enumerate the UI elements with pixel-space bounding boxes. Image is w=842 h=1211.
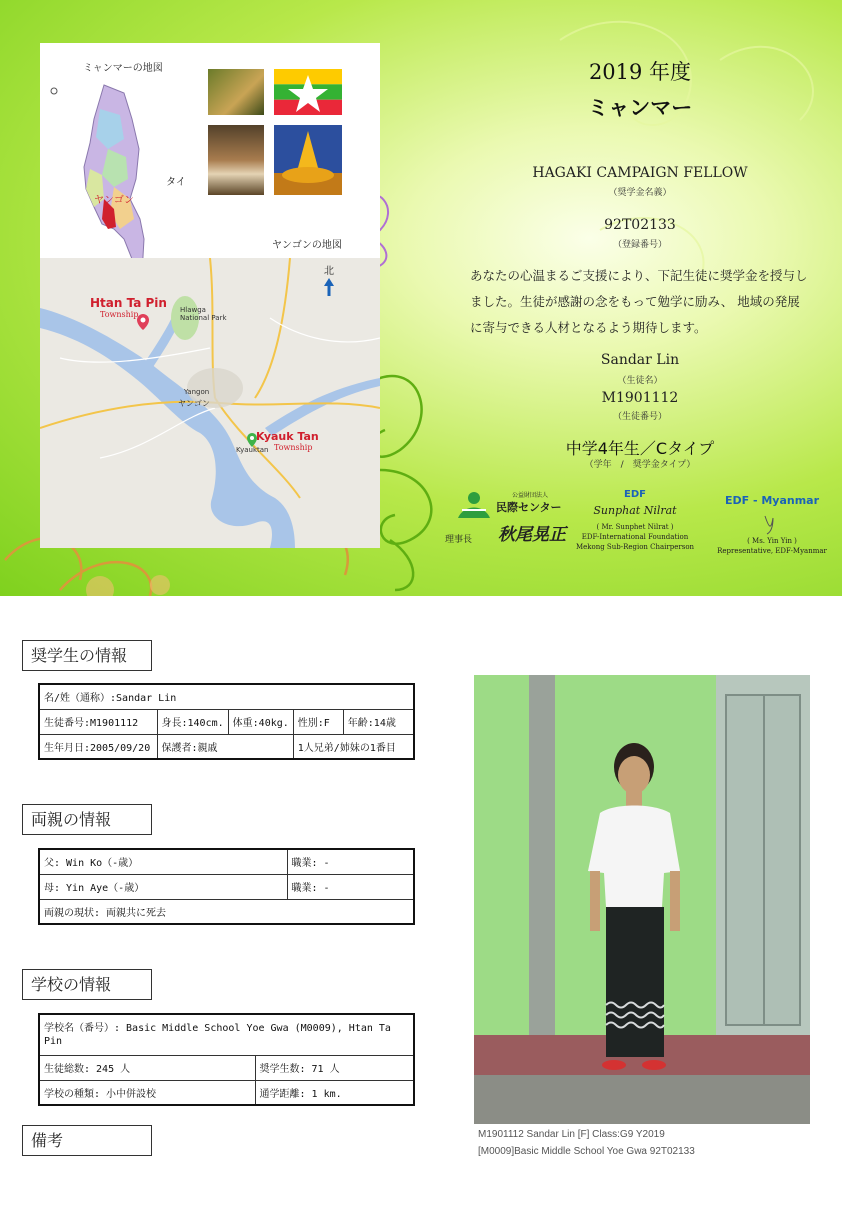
weight-cell: 体重:40kg. bbox=[228, 709, 293, 734]
table-row bbox=[39, 684, 414, 709]
kyauktan-small-label: Kyauktan bbox=[236, 446, 269, 454]
table-row bbox=[39, 1055, 414, 1080]
scholars-cell: 奨学生数: 71 人 bbox=[255, 1055, 414, 1080]
org1-signer: 秋尾晃正 bbox=[498, 525, 566, 545]
country-title: ミャンマー bbox=[587, 96, 693, 120]
signature-org3 bbox=[712, 496, 832, 556]
org3-line2: Representative, EDF-Myanmar bbox=[717, 547, 827, 555]
student-name-sub: （生徒名） bbox=[617, 376, 663, 386]
registration-number: 92T02133 bbox=[604, 217, 676, 233]
school-type-cell: 学校の種類: 小中併設校 bbox=[39, 1080, 255, 1105]
yangon-map-label: ヤンゴンの地図 bbox=[272, 240, 342, 251]
photo-caption-line2: [M0009]Basic Middle School Yoe Gwa 92T02133 bbox=[478, 1146, 695, 1157]
market-photo bbox=[208, 69, 264, 115]
photo-caption-line1: M1901112 Sandar Lin [F] Class:G9 Y2019 bbox=[478, 1129, 665, 1140]
father-cell: 父: Win Ko（-歳） bbox=[39, 849, 287, 874]
registration-sub: （登録番号） bbox=[612, 240, 667, 250]
org2-line2: EDF-International Foundation bbox=[581, 533, 689, 541]
campaign-sub: （奨学金名義） bbox=[608, 188, 672, 198]
map-card bbox=[40, 43, 380, 548]
sex-cell: 性別:F bbox=[293, 709, 343, 734]
myanmar-flag-icon bbox=[274, 69, 342, 115]
yangon-label: ヤンゴン bbox=[94, 195, 134, 206]
student-info-title: 奨学生の情報 bbox=[22, 640, 152, 671]
org1-small: 公益財団法人 bbox=[512, 492, 549, 499]
org2-line3: Mekong Sub-Region Chairperson bbox=[575, 543, 695, 551]
htan-ta-pin-label: Htan Ta Pin bbox=[90, 296, 167, 310]
parent-info-title: 両親の情報 bbox=[22, 804, 152, 835]
kyauk-tan-label: Kyauk Tan bbox=[256, 430, 319, 443]
student-name-cell: 名/姓（通称）:Sandar Lin bbox=[39, 684, 414, 709]
grade-type-sub: （学年 / 奨学金タイプ） bbox=[584, 460, 696, 470]
school-info-table bbox=[38, 1013, 415, 1106]
table-row bbox=[39, 849, 414, 874]
birthday-cell: 生年月日:2005/09/20 bbox=[39, 734, 157, 759]
student-number: M1901112 bbox=[601, 390, 679, 406]
table-row bbox=[39, 1014, 414, 1055]
total-students-cell: 生徒総数: 245 人 bbox=[39, 1055, 255, 1080]
certificate-banner bbox=[0, 0, 842, 596]
height-cell: 身長:140cm. bbox=[157, 709, 228, 734]
student-number-cell: 生徒番号:M1901112 bbox=[39, 709, 157, 734]
org3-line1: ( Ms. Yin Yin ) bbox=[747, 537, 797, 545]
org1-name: 民際センター bbox=[496, 501, 562, 514]
guardian-cell: 保護者:親戚 bbox=[157, 734, 293, 759]
signature-org2 bbox=[570, 490, 700, 552]
edf-myanmar-logo-icon: EDF - Myanmar bbox=[724, 494, 820, 507]
table-row bbox=[39, 734, 414, 759]
student-number-sub: （生徒番号） bbox=[612, 412, 667, 422]
fiscal-year: 2019 年度 bbox=[588, 60, 692, 84]
parent-info-table bbox=[38, 848, 415, 925]
father-job-cell: 職業: - bbox=[287, 849, 414, 874]
org1-title: 理事長 bbox=[445, 535, 473, 545]
htan-ta-pin-township: Township bbox=[100, 310, 139, 319]
student-photo bbox=[474, 675, 810, 1124]
student-info-table bbox=[38, 683, 415, 760]
north-label: 北 bbox=[324, 266, 334, 277]
map-title: ミャンマーの地図 bbox=[83, 63, 163, 74]
yangon-road-map bbox=[40, 258, 380, 548]
dancer-photo bbox=[208, 125, 264, 195]
pagoda-photo bbox=[274, 125, 342, 195]
jp-center-logo-icon bbox=[456, 490, 492, 520]
award-message: あなたの心温まるご支援により、下記生徒に奨学金を授与しました。生徒が感謝の念をもって勉学に励み、 地域の発展に寄与できる人材となるよう期待します。 bbox=[470, 268, 808, 335]
mother-job-cell: 職業: - bbox=[287, 874, 414, 899]
table-row bbox=[39, 709, 414, 734]
table-row bbox=[39, 874, 414, 899]
siblings-cell: 1人兄弟/姉妹の1番目 bbox=[293, 734, 414, 759]
table-row bbox=[39, 1080, 414, 1105]
remarks-title: 備考 bbox=[22, 1125, 152, 1156]
edf-logo-icon: EDF bbox=[624, 489, 646, 500]
park-label: Hlawga National Park bbox=[180, 306, 227, 322]
school-info-title: 学校の情報 bbox=[22, 969, 152, 1000]
campaign-name: HAGAKI CAMPAIGN FELLOW bbox=[532, 165, 748, 181]
north-arrow-icon bbox=[324, 278, 334, 296]
yangon-en-label: Yangon bbox=[184, 388, 210, 396]
table-row bbox=[39, 899, 414, 924]
thailand-label: タイ bbox=[166, 177, 186, 188]
org2-signature: Sunphat Nilrat bbox=[593, 504, 677, 517]
school-name-cell: 学校名（番号）: Basic Middle School Yoe Gwa (M0009), Htan Ta Pin bbox=[39, 1014, 414, 1055]
student-name: Sandar Lin bbox=[600, 352, 680, 368]
parent-status-cell: 両親の現状: 両親共に死去 bbox=[39, 899, 414, 924]
grade-type: 中学4年生／Cタイプ bbox=[565, 439, 715, 458]
age-cell: 年齢:14歳 bbox=[343, 709, 414, 734]
mother-cell: 母: Yin Aye（-歳） bbox=[39, 874, 287, 899]
org3-signature-icon bbox=[712, 506, 832, 536]
kyauk-tan-township: Township bbox=[274, 443, 313, 452]
yangon-jp-label: ヤンゴン bbox=[178, 399, 210, 408]
org2-line1: ( Mr. Sunphet Nilrat ) bbox=[596, 523, 674, 531]
distance-cell: 通学距離: 1 km. bbox=[255, 1080, 414, 1105]
